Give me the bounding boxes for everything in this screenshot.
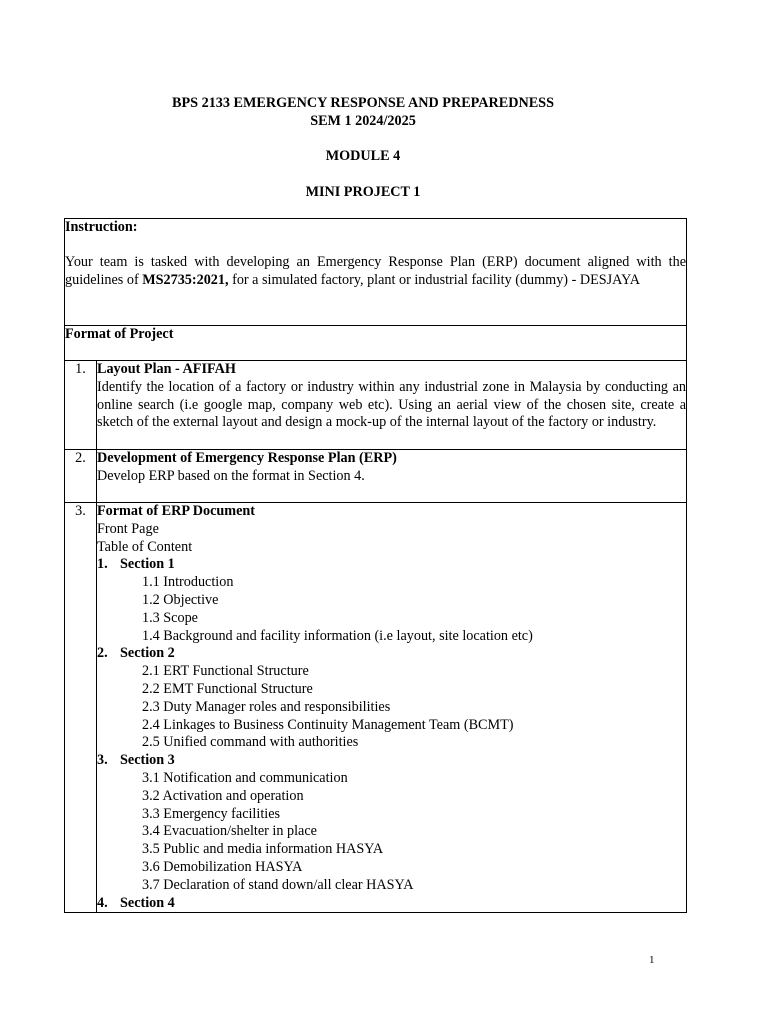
row-content: [97, 503, 687, 913]
list-item: 1.3 Scope: [142, 609, 198, 626]
section-heading: [97, 645, 686, 663]
project-table: [64, 218, 687, 913]
list-item: 3.2 Activation and operation: [142, 787, 304, 804]
instruction-cell: [65, 219, 687, 326]
list-item: 3.7 Declaration of stand down/all clear HASYA: [142, 876, 414, 893]
row-body: Identify the location of a factory or industry within any industrial zone in Malaysia by conducting an online search (i.e google map, company web etc). Using an aerial view of the chosen site, create a sketch of the external layout and design a mock-up of the internal layout of the factory or industry.: [97, 378, 687, 431]
section-heading: [97, 895, 686, 913]
list-item: 3.1 Notification and communication: [142, 769, 348, 786]
list-item: 1.2 Objective: [142, 591, 219, 608]
list-item: 2.5 Unified command with authorities: [142, 734, 359, 751]
list-item: 3.4 Evacuation/shelter in place: [142, 823, 317, 840]
format-cell: [65, 326, 687, 361]
section-number: 3.: [97, 752, 108, 769]
section-heading: [97, 752, 686, 770]
instruction-text-start: Your team is tasked with developing an Emergency Response Plan (ERP) document aligned with the guidelines of: [65, 253, 687, 288]
project-label: MINI PROJECT 1: [305, 184, 421, 200]
table-row-erp-development: [65, 450, 687, 503]
list-item: 2.3 Duty Manager roles and responsibilities: [142, 698, 391, 715]
list-item: 2.4 Linkages to Business Continuity Management Team (BCMT): [142, 716, 514, 733]
page-number: 1: [649, 954, 655, 966]
course-title: BPS 2133 EMERGENCY RESPONSE AND PREPAREDNESS: [172, 95, 554, 111]
list-item: 3.3 Emergency facilities: [142, 805, 281, 822]
list-item: 3.5 Public and media information HASYA: [142, 841, 384, 858]
standard-reference: MS2735:2021,: [142, 271, 229, 288]
list-item: Front Page: [97, 520, 159, 537]
table-row-erp-format: [65, 503, 687, 913]
list-item: 1.1 Introduction: [142, 574, 234, 591]
row-content: [97, 450, 687, 503]
row-number: 2.: [65, 450, 97, 503]
semester-label: SEM 1 2024/2025: [310, 113, 416, 129]
section-title: Section 4: [120, 894, 175, 911]
row-number: 3.: [65, 503, 97, 913]
section-heading: [97, 556, 686, 574]
section-number: 1.: [97, 556, 108, 573]
instruction-text: [65, 254, 686, 290]
module-label: MODULE 4: [325, 148, 401, 164]
instruction-label: Instruction:: [65, 219, 138, 235]
list-item: Table of Content: [97, 538, 193, 555]
row-content: [97, 361, 687, 450]
instruction-text-end: for a simulated factory, plant or industrial facility (dummy) - DESJAYA: [228, 271, 641, 288]
section-number: 2.: [97, 645, 108, 662]
row-number: 1.: [65, 361, 97, 450]
section-title: Section 3: [120, 752, 175, 769]
table-row-layout-plan: [65, 361, 687, 450]
instruction-row: [65, 219, 687, 326]
section-number: 4.: [97, 894, 108, 911]
row-body: Develop ERP based on the format in Section 4.: [97, 467, 365, 484]
row-title: Development of Emergency Response Plan (ERP): [97, 450, 397, 466]
row-title: Layout Plan - AFIFAH: [97, 361, 236, 377]
format-row: [65, 326, 687, 361]
list-item: 3.6 Demobilization HASYA: [142, 858, 303, 875]
format-label: Format of Project: [65, 326, 174, 342]
section-title: Section 2: [120, 645, 175, 662]
list-item: 2.2 EMT Functional Structure: [142, 680, 313, 697]
row-title: Format of ERP Document: [97, 503, 256, 519]
section-title: Section 1: [120, 556, 175, 573]
list-item: 1.4 Background and facility information (i.e layout, site location etc): [142, 627, 533, 644]
list-item: 2.1 ERT Functional Structure: [142, 663, 309, 680]
